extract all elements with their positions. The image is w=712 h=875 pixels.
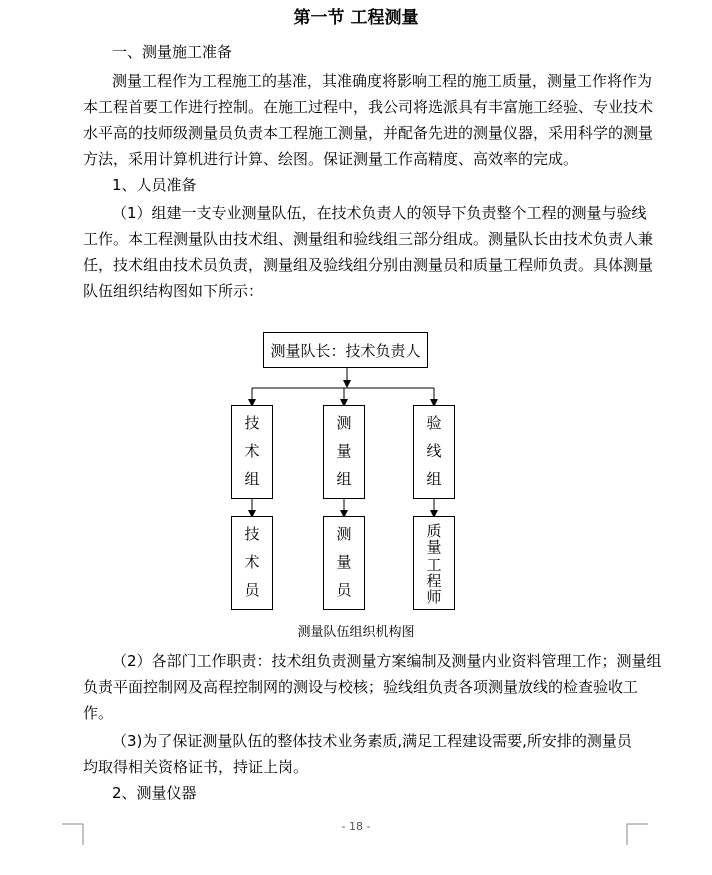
page-title: 第一节 工程测量	[293, 8, 419, 28]
subsection-heading: 2、测量仪器	[112, 784, 197, 802]
org-char: 技	[244, 525, 260, 543]
org-char: 量	[336, 442, 352, 460]
page-number: - 18 -	[341, 820, 371, 833]
org-char: 验	[426, 414, 442, 432]
intro-line: 水平高的技师级测量员负责本工程施工测量，并配备先进的测量仪器，采用科学的测量	[83, 124, 654, 142]
para-line: 均取得相关资格证书，持证上岗。	[83, 758, 309, 776]
org-char: 量	[336, 553, 352, 571]
org-char: 组	[336, 470, 352, 488]
org-chart-caption: 测量队伍组织机构图	[297, 625, 415, 640]
org-char: 师	[426, 588, 442, 606]
section-heading: 一、测量施工准备	[112, 43, 233, 61]
org-char: 员	[244, 581, 260, 599]
org-char: 质	[426, 522, 442, 540]
org-char: 技	[244, 414, 260, 432]
org-char: 线	[426, 442, 442, 460]
para-line: （2）各部门工作职责：技术组负责测量方案编制及测量内业资料管理工作；测量组	[112, 652, 662, 670]
intro-line: 方法，采用计算机进行计算、绘图。保证测量工作高精度、高效率的完成。	[83, 150, 579, 168]
para-line: （1）组建一支专业测量队伍，在技术负责人的领导下负责整个工程的测量与验线	[112, 204, 647, 222]
org-char: 测	[336, 414, 352, 432]
org-char: 程	[426, 572, 442, 590]
org-char: 测	[336, 525, 352, 543]
org-char: 术	[244, 553, 260, 571]
org-leader-label: 测量队长：技术负责人	[270, 341, 421, 360]
org-char: 量	[426, 538, 442, 556]
para-line: 负责平面控制网及高程控制网的测设与校核；验线组负责各项测量放线的检查验收工	[83, 678, 639, 696]
para-line: （3)为了保证测量队伍的整体技术业务素质,满足工程建设需要,所安排的测量员	[112, 732, 632, 750]
org-char: 术	[244, 442, 260, 460]
org-char: 组	[426, 470, 442, 488]
para-line: 队伍组织结构图如下所示：	[83, 282, 264, 300]
para-line: 工作。本工程测量队由技术组、测量组和验线组三部分组成。测量队长由技术负责人兼	[83, 230, 654, 248]
subsection-heading: 1、人员准备	[112, 176, 197, 194]
para-line: 作。	[83, 704, 114, 722]
org-char: 组	[244, 470, 260, 488]
intro-line: 本工程首要工作进行控制。在施工过程中，我公司将选派具有丰富施工经验、专业技术	[83, 98, 654, 116]
org-char: 工	[426, 556, 442, 574]
org-char: 员	[336, 581, 352, 599]
intro-line: 测量工程作为工程施工的基准，其准确度将影响工程的施工质量，测量工作将作为	[112, 72, 653, 90]
para-line: 任，技术组由技术员负责，测量组及验线组分别由测量员和质量工程师负责。具体测量	[83, 256, 654, 274]
